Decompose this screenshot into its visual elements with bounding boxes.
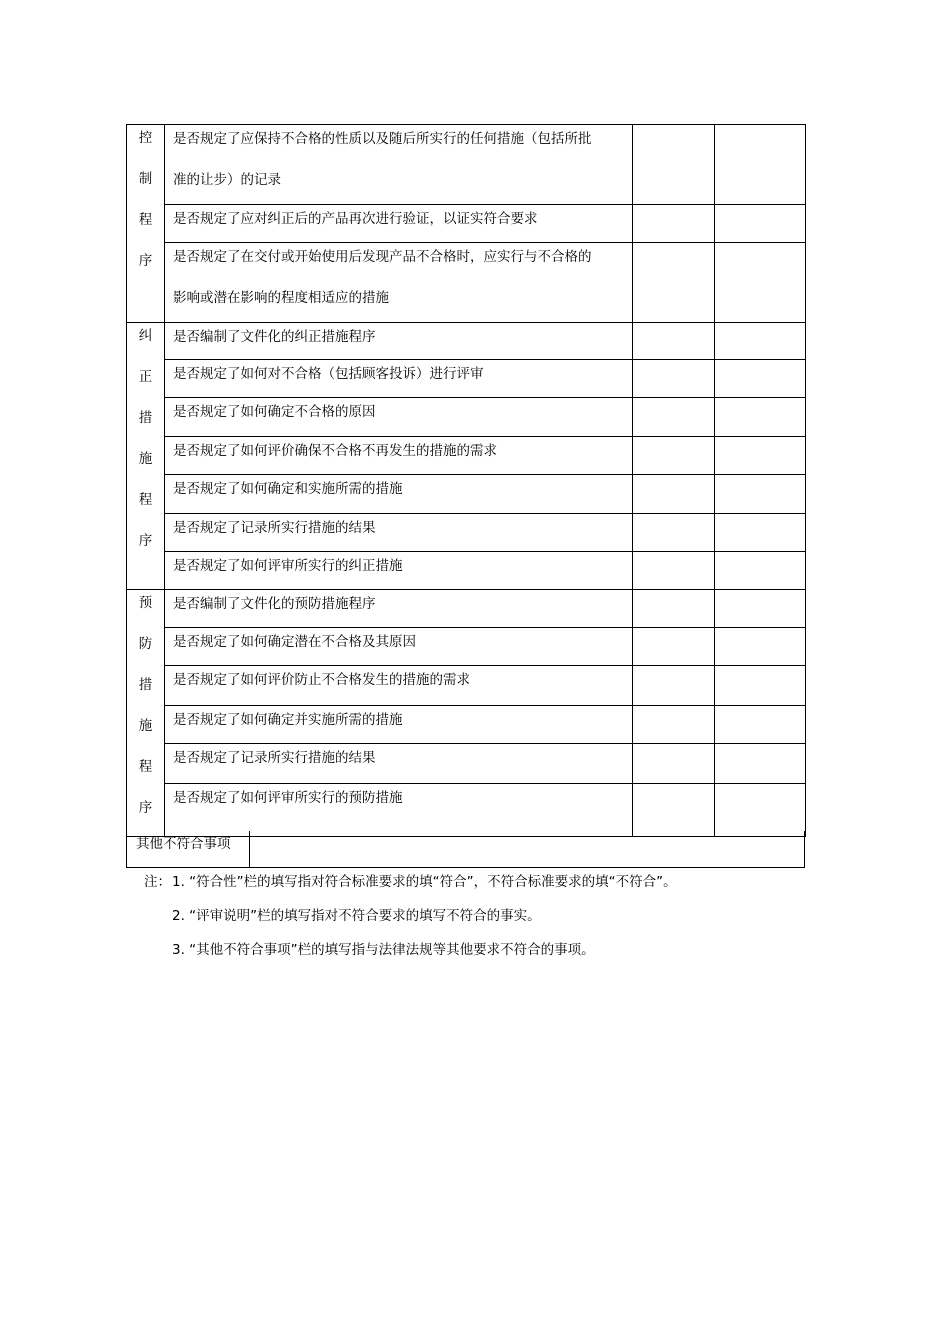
category-char: 措 xyxy=(138,677,153,693)
checklist-item xyxy=(165,125,633,205)
table-row xyxy=(127,475,806,514)
conformity-cell[interactable] xyxy=(633,205,715,243)
notes-prefix: 注： xyxy=(144,874,171,890)
item-text-line: 是否规定了应保持不合格的性质以及随后所实行的任何措施（包括所批 xyxy=(173,131,592,147)
category-char: 程 xyxy=(138,212,153,228)
category-char: 制 xyxy=(138,171,153,187)
review-note-cell[interactable] xyxy=(715,744,806,784)
review-note-cell[interactable] xyxy=(715,784,806,837)
table-row xyxy=(127,666,806,706)
table-row xyxy=(127,784,806,837)
table-row xyxy=(127,437,806,475)
category-char: 预 xyxy=(138,595,153,611)
table-row xyxy=(127,514,806,552)
review-checklist-table xyxy=(126,124,806,837)
checklist-item xyxy=(165,398,633,437)
item-text-line: 是否规定了如何确定不合格的原因 xyxy=(173,404,376,420)
category-char: 施 xyxy=(138,451,153,467)
checklist-item xyxy=(165,627,633,666)
review-note-cell[interactable] xyxy=(715,475,806,514)
note-2: 2. “评审说明”栏的填写指对不符合要求的填写不符合的事实。 xyxy=(172,908,541,924)
category-char: 防 xyxy=(138,636,153,652)
category-control-procedure xyxy=(127,125,165,323)
category-char: 序 xyxy=(138,800,153,816)
category-char: 纠 xyxy=(138,328,153,344)
review-note-cell[interactable] xyxy=(715,514,806,552)
conformity-cell[interactable] xyxy=(633,243,715,323)
conformity-cell[interactable] xyxy=(633,475,715,514)
checklist-item xyxy=(165,437,633,475)
item-text-line: 是否规定了如何评价确保不合格不再发生的措施的需求 xyxy=(173,443,497,459)
review-note-cell[interactable] xyxy=(715,360,806,398)
item-text-line: 是否规定了如何对不合格（包括顾客投诉）进行评审 xyxy=(173,366,484,382)
conformity-cell[interactable] xyxy=(633,125,715,205)
checklist-item xyxy=(165,360,633,398)
checklist-item xyxy=(165,590,633,628)
category-char: 措 xyxy=(138,410,153,426)
review-note-cell[interactable] xyxy=(715,666,806,706)
item-text-line: 是否规定了记录所实行措施的结果 xyxy=(173,520,376,536)
checklist-item xyxy=(165,552,633,590)
category-char: 序 xyxy=(138,533,153,549)
category-char: 正 xyxy=(138,369,153,385)
review-note-cell[interactable] xyxy=(715,398,806,437)
item-text-line: 是否规定了应对纠正后的产品再次进行验证，以证实符合要求 xyxy=(173,211,538,227)
category-corrective-action xyxy=(127,323,165,590)
conformity-cell[interactable] xyxy=(633,437,715,475)
checklist-item xyxy=(165,705,633,744)
conformity-cell[interactable] xyxy=(633,590,715,628)
item-text-line: 是否规定了如何评价防止不合格发生的措施的需求 xyxy=(173,672,470,689)
item-text-line: 是否规定了如何确定潜在不合格及其原因 xyxy=(173,633,416,650)
table-row xyxy=(127,552,806,590)
item-text-line: 是否编制了文件化的纠正措施程序 xyxy=(173,329,376,345)
item-text-line: 是否规定了在交付或开始使用后发现产品不合格时，应实行与不合格的 xyxy=(173,249,592,265)
item-text-line: 是否规定了记录所实行措施的结果 xyxy=(173,750,376,767)
conformity-cell[interactable] xyxy=(633,398,715,437)
checklist-item xyxy=(165,475,633,514)
table-row xyxy=(127,323,806,360)
conformity-cell[interactable] xyxy=(633,360,715,398)
table-row xyxy=(127,590,806,628)
review-note-cell[interactable] xyxy=(715,552,806,590)
conformity-cell[interactable] xyxy=(633,666,715,706)
checklist-item xyxy=(165,205,633,243)
review-note-cell[interactable] xyxy=(715,125,806,205)
review-note-cell[interactable] xyxy=(715,627,806,666)
table-row xyxy=(127,705,806,744)
checklist-item xyxy=(165,744,633,784)
category-char: 程 xyxy=(138,759,153,775)
item-text-line: 是否规定了如何评审所实行的纠正措施 xyxy=(173,558,403,574)
review-note-cell[interactable] xyxy=(715,705,806,744)
category-char: 施 xyxy=(138,718,153,734)
conformity-cell[interactable] xyxy=(633,784,715,837)
note-3: 3. “其他不符合事项”栏的填写指与法律法规等其他要求不符合的事项。 xyxy=(172,942,595,958)
review-note-cell[interactable] xyxy=(715,323,806,360)
review-note-cell[interactable] xyxy=(715,437,806,475)
checklist-item xyxy=(165,514,633,552)
other-nonconformity-row xyxy=(126,831,805,868)
item-text-line: 是否规定了如何确定并实施所需的措施 xyxy=(173,711,403,728)
table-row xyxy=(127,627,806,666)
conformity-cell[interactable] xyxy=(633,323,715,360)
category-preventive-action xyxy=(127,590,165,837)
item-text-line: 影响或潜在影响的程度相适应的措施 xyxy=(173,290,389,306)
checklist-item xyxy=(165,323,633,360)
table-row xyxy=(127,744,806,784)
item-text-line: 是否编制了文件化的预防措施程序 xyxy=(173,596,376,612)
checklist-item xyxy=(165,666,633,706)
table-row xyxy=(127,398,806,437)
conformity-cell[interactable] xyxy=(633,552,715,590)
table-row xyxy=(127,243,806,323)
table-row xyxy=(127,205,806,243)
item-text-line: 是否规定了如何评审所实行的预防措施 xyxy=(173,790,403,807)
conformity-cell[interactable] xyxy=(633,744,715,784)
item-text-line: 是否规定了如何确定和实施所需的措施 xyxy=(173,481,403,497)
conformity-cell[interactable] xyxy=(633,705,715,744)
conformity-cell[interactable] xyxy=(633,514,715,552)
review-note-cell[interactable] xyxy=(715,590,806,628)
table-row xyxy=(127,125,806,205)
checklist-item xyxy=(165,784,633,837)
category-char: 序 xyxy=(138,253,153,269)
note-1: 1. “符合性”栏的填写指对符合标准要求的填“符合”，不符合标准要求的填“不符合”。 xyxy=(172,874,677,890)
checklist-item xyxy=(165,243,633,323)
category-char: 程 xyxy=(138,492,153,508)
review-note-cell[interactable] xyxy=(715,243,806,323)
review-note-cell[interactable] xyxy=(715,205,806,243)
table-row xyxy=(127,360,806,398)
other-nonconformity-label: 其他不符合事项 xyxy=(127,831,250,867)
category-char: 控 xyxy=(138,130,153,146)
conformity-cell[interactable] xyxy=(633,627,715,666)
item-text-line: 准的让步）的记录 xyxy=(173,172,281,188)
